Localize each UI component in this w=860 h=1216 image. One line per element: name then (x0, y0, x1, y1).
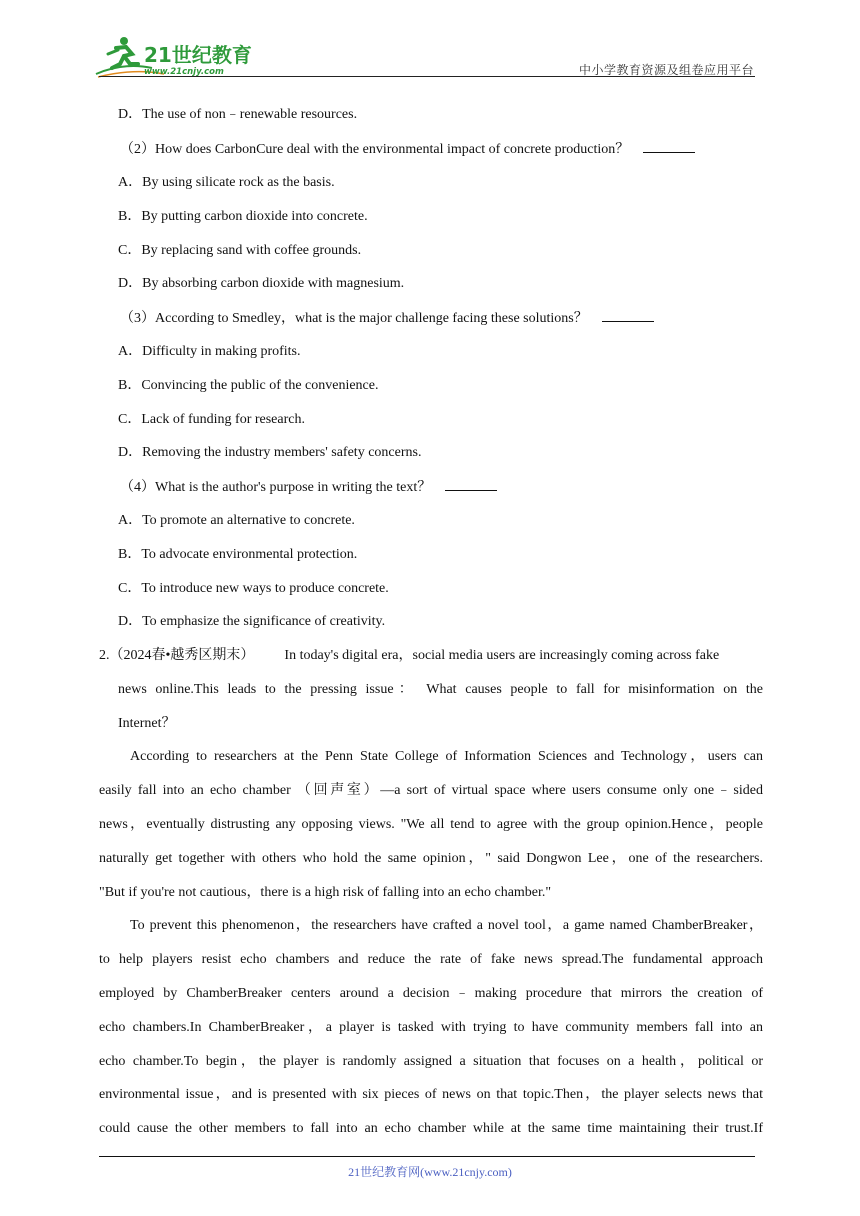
passage-line: news，eventually distrusting any opposing views. "We all tend to agree with the group opinion.Hence，people (99, 817, 763, 832)
q2-option-d: D．By absorbing carbon dioxide with magnesium. (118, 276, 405, 291)
passage-line: could cause the other members to fall into an echo chamber while at the same time maintaining their trust.If (99, 1121, 763, 1136)
svg-text:www.21cnjy.com: www.21cnjy.com (144, 67, 224, 77)
q3-option-a: A．Difficulty in making profits. (118, 344, 301, 359)
passage-line: echo chamber.To begin，the player is randomly assigned a situation that focuses on a health，political or (99, 1054, 763, 1069)
answer-blank (602, 308, 654, 322)
question-number: 2. (99, 648, 110, 663)
q4-option-d: D．To emphasize the significance of creativity. (118, 614, 386, 629)
passage-line: news online.This leads to the pressing issue： What causes people to fall for misinformation on the (118, 682, 763, 697)
passage-line: employed by ChamberBreaker centers around a decision﹣making procedure that mirrors the creation of (99, 986, 763, 1001)
passage-line: According to researchers at the Penn State College of Information Sciences and Technology，users can (130, 749, 763, 764)
q4-option-a: A．To promote an alternative to concrete. (118, 513, 355, 528)
q4-option-b: B．To advocate environmental protection. (118, 547, 358, 562)
q4-option-c: C．To introduce new ways to produce concrete. (118, 581, 389, 596)
page-header (0, 0, 860, 80)
q4-stem: （4）What is the author's purpose in writing the text？ (120, 477, 497, 498)
page-footer: 21世纪教育网(www.21cnjy.com) (348, 1165, 512, 1179)
question-source: （2024春•越秀区期末） (109, 648, 255, 663)
header-divider (99, 76, 755, 77)
q3-stem: （3）According to Smedley，what is the major challenge facing these solutions？ (120, 308, 654, 329)
footer-divider (99, 1156, 755, 1157)
site-logo (94, 34, 254, 78)
q1-option-d: D．The use of non﹣renewable resources. (118, 107, 358, 122)
passage-line: environmental issue，and is presented with six pieces of news on that topic.Then，the player selects news that (99, 1087, 763, 1102)
passage-line: Internet？ (118, 716, 176, 731)
question-2-header (99, 646, 763, 666)
q3-option-c: C．Lack of funding for research. (118, 412, 305, 427)
passage-line: to help players resist echo chambers and reduce the rate of fake news spread.The fundamental approach (99, 952, 763, 967)
q2-option-a: A．By using silicate rock as the basis. (118, 175, 335, 190)
passage-line: In today's digital era，social media users are increasingly coming across fake (284, 648, 720, 663)
platform-name: 中小学教育资源及组卷应用平台 (578, 63, 754, 77)
passage-line: easily fall into an echo chamber （回声室）—a sort of virtual space where users consume only one﹣sided (99, 783, 763, 798)
logo-runner-icon (94, 34, 254, 78)
answer-blank (643, 139, 695, 153)
passage-line: "But if you're not cautious，there is a high risk of falling into an echo chamber." (99, 885, 552, 900)
q2-stem: （2）How does CarbonCure deal with the environmental impact of concrete production？ (120, 139, 695, 160)
answer-blank (445, 477, 497, 491)
q2-option-c: C．By replacing sand with coffee grounds. (118, 243, 362, 258)
q3-option-d: D．Removing the industry members' safety concerns. (118, 445, 422, 460)
passage-line: naturally get together with others who hold the same opinion，" said Dongwon Lee，one of the researchers. (99, 851, 763, 866)
passage-line: To prevent this phenomenon，the researchers have crafted a novel tool，a game named ChamberBreaker， (130, 918, 763, 933)
svg-text:21世纪教育: 21世纪教育 (144, 43, 252, 67)
q3-option-b: B．Convincing the public of the convenience. (118, 378, 379, 393)
q2-option-b: B．By putting carbon dioxide into concrete. (118, 209, 368, 224)
passage-line: echo chambers.In ChamberBreaker，a player is tasked with trying to have community members fall into an (99, 1020, 763, 1035)
